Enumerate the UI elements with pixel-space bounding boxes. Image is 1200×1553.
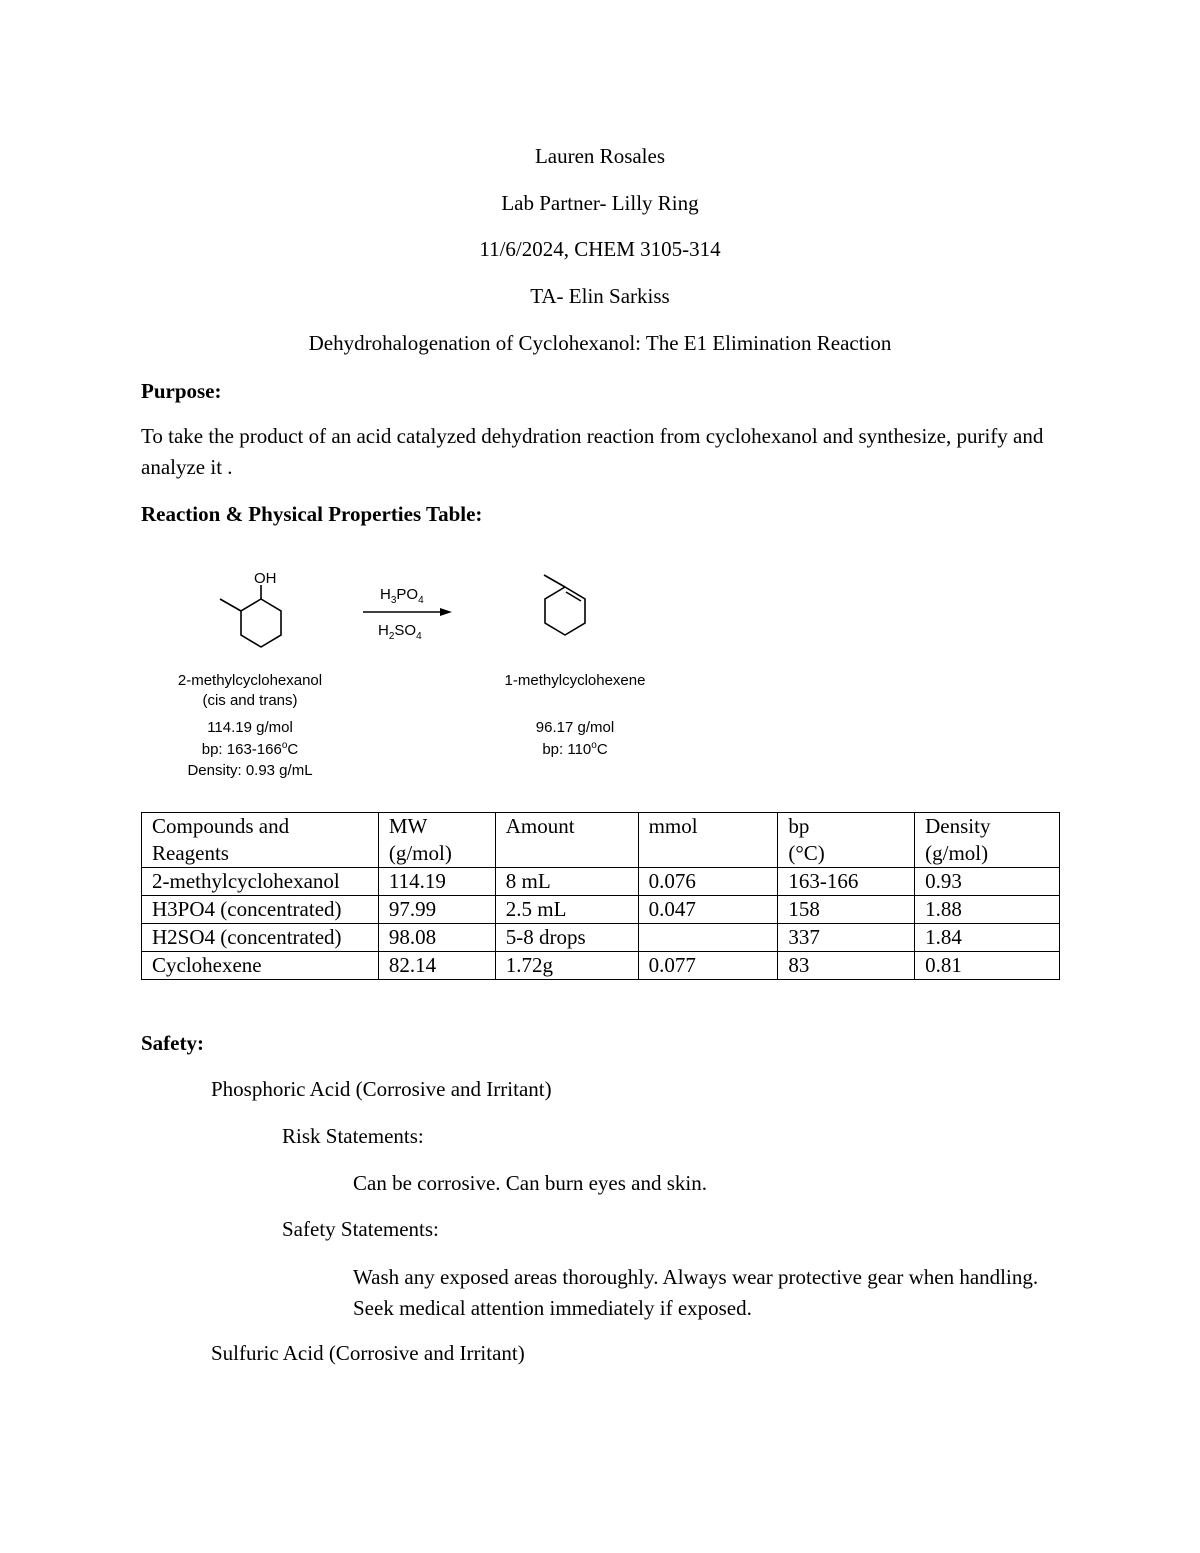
safety-statements-text: Wash any exposed areas thoroughly. Always wear protective gear when handling. Seek medical attention immediately if exposed. bbox=[353, 1265, 1039, 1320]
table-cell: 0.93 bbox=[915, 868, 1060, 896]
header-mw: MW (g/mol) bbox=[378, 813, 495, 868]
reaction-scheme bbox=[160, 555, 680, 790]
table-cell: 163-166 bbox=[778, 868, 915, 896]
author-name: Lauren Rosales bbox=[534, 144, 666, 168]
table-cell: 0.047 bbox=[638, 896, 778, 924]
table-cell: H3PO4 (concentrated) bbox=[142, 896, 379, 924]
phosphoric-acid-heading: Phosphoric Acid (Corrosive and Irritant) bbox=[211, 1077, 552, 1101]
table-cell: 5-8 drops bbox=[495, 924, 638, 952]
reagent-bottom: $H_2SO_4$ bbox=[378, 622, 422, 642]
report-title: Dehydrohalogenation of Cyclohexanol: The E1 Elimination Reaction bbox=[308, 331, 892, 355]
table-header-row bbox=[142, 813, 1060, 868]
table-cell: H2SO4 (concentrated) bbox=[142, 924, 379, 952]
table-cell: 82.14 bbox=[378, 952, 495, 980]
table-cell: 337 bbox=[778, 924, 915, 952]
product-name: 1-methylcyclohexene bbox=[504, 672, 646, 689]
header-bp: bp (°C) bbox=[778, 813, 915, 868]
table-cell: 98.08 bbox=[378, 924, 495, 952]
purpose-heading: Purpose: bbox=[141, 379, 222, 403]
purpose-text: To take the product of an acid catalyzed dehydration reaction from cyclohexanol and synthesize, purify and analyze it . bbox=[141, 424, 1044, 479]
table-cell: 0.81 bbox=[915, 952, 1060, 980]
table-cell: 97.99 bbox=[378, 896, 495, 924]
methylcyclohexanol-structure bbox=[220, 585, 281, 647]
safety-statements-label: Safety Statements: bbox=[282, 1217, 439, 1241]
hydroxyl-label: OH bbox=[254, 570, 277, 587]
risk-statements-label: Risk Statements: bbox=[282, 1124, 424, 1148]
table-cell: 158 bbox=[778, 896, 915, 924]
reactant-bp: bp: 163-166$^o$C bbox=[201, 740, 299, 758]
date-course: 11/6/2024, CHEM 3105-314 bbox=[479, 237, 721, 261]
table-cell: 114.19 bbox=[378, 868, 495, 896]
table-cell: 2-methylcyclohexanol bbox=[142, 868, 379, 896]
reaction-arrow bbox=[363, 608, 452, 616]
table-row bbox=[142, 924, 1060, 952]
reactant-mw: 114.19 g/mol bbox=[207, 719, 293, 736]
product-bp: bp: 110$^o$C bbox=[542, 740, 608, 758]
product-mw: 96.17 g/mol bbox=[535, 719, 615, 736]
table-row bbox=[142, 868, 1060, 896]
table-cell: Cyclohexene bbox=[142, 952, 379, 980]
methylcyclohexene-structure bbox=[544, 575, 585, 635]
reactant-name: 2-methylcyclohexanol bbox=[177, 672, 323, 689]
table-cell: 1.84 bbox=[915, 924, 1060, 952]
table-cell: 2.5 mL bbox=[495, 896, 638, 924]
reactant-density: Density: 0.93 g/mL bbox=[187, 762, 313, 779]
table-cell bbox=[638, 924, 778, 952]
table-cell: 8 mL bbox=[495, 868, 638, 896]
reaction-heading: Reaction & Physical Properties Table: bbox=[141, 502, 483, 526]
safety-heading: Safety: bbox=[141, 1031, 204, 1055]
table-row bbox=[142, 952, 1060, 980]
risk-statements-text: Can be corrosive. Can burn eyes and skin. bbox=[353, 1171, 707, 1195]
teaching-assistant: TA- Elin Sarkiss bbox=[530, 284, 670, 308]
header-density: Density (g/mol) bbox=[915, 813, 1060, 868]
table-row bbox=[142, 896, 1060, 924]
table-cell: 1.72g bbox=[495, 952, 638, 980]
reagent-top: $H_3PO_4$ bbox=[380, 586, 424, 606]
sulfuric-acid-heading: Sulfuric Acid (Corrosive and Irritant) bbox=[211, 1341, 525, 1365]
table-cell: 0.076 bbox=[638, 868, 778, 896]
header-compounds: Compounds and Reagents bbox=[142, 813, 379, 868]
header-mmol: mmol bbox=[638, 813, 778, 868]
reactant-isomers: (cis and trans) bbox=[202, 692, 298, 709]
table-cell: 0.077 bbox=[638, 952, 778, 980]
properties-table bbox=[141, 812, 1060, 980]
table-cell: 1.88 bbox=[915, 896, 1060, 924]
table-cell: 83 bbox=[778, 952, 915, 980]
header-amount: Amount bbox=[495, 813, 638, 868]
lab-partner: Lab Partner- Lilly Ring bbox=[501, 191, 699, 215]
